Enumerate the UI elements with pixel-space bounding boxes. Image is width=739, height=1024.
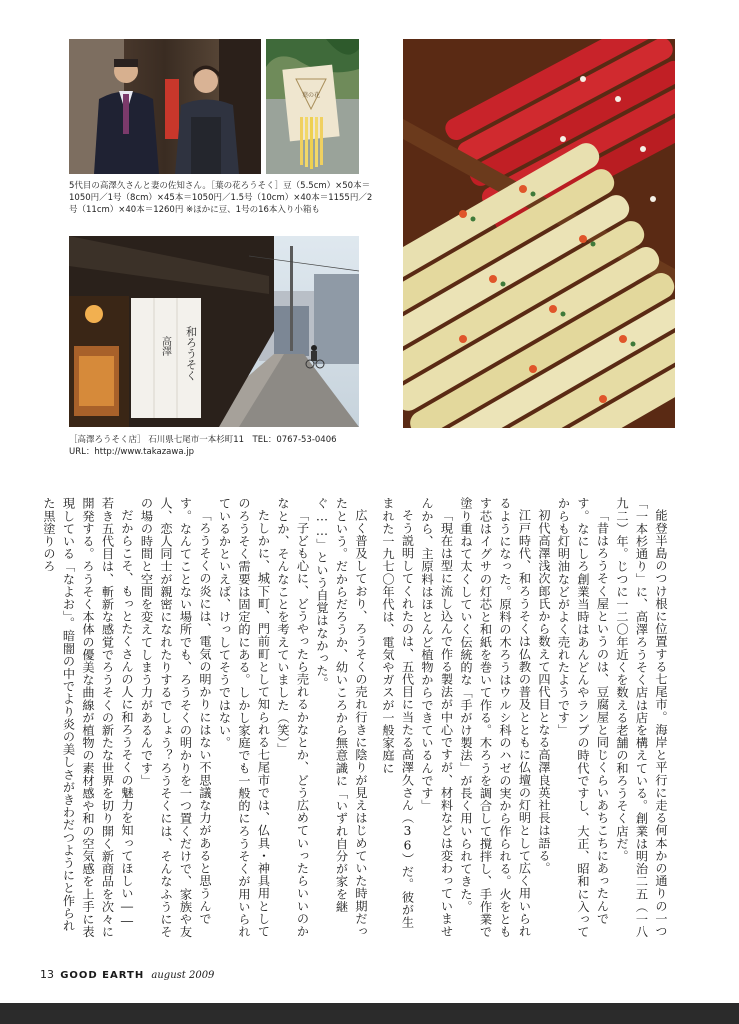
article-paragraph: 「子ども心に、どうやったら売れるかなとか、どう広めていったらいいのかなとか、そんなことを考えていました（笑）」 bbox=[276, 497, 310, 938]
article-paragraph: 江戸時代、和ろうそくは仏教の普及とともに仏壇の灯明として広く用いられるようになった。原料の木ろうはウルシ科のハゼの実から作られる。火をともす芯はイグサの灯芯と和紙を巻いて作る。木ろうを調合して撹拌し、手作業で塗り重ねて太くしていく伝統的な「手がけ製法」が長く用いられてきた。 bbox=[459, 497, 532, 938]
article-paragraph: そう説明してくれたのは、五代目に当たる高澤久さん（36）だ。彼が生まれた一九七〇年代は、電気やガスが一般家庭に bbox=[381, 497, 415, 929]
article-paragraph: 「現在は型に流し込んで作る製法が中心ですが、材料などは変わっていませんから、主原料はほとんど植物からできているんです」 bbox=[420, 497, 454, 938]
photo-street bbox=[69, 236, 359, 427]
page-number: 13 bbox=[40, 968, 54, 981]
caption-photos bbox=[69, 180, 372, 216]
article-paragraph: だからこそ、もっとたくさんの人に和ろうそくの魅力を知ってほしい――若き五代目は、斬新な感覚でろうそくの新たな世界を切り開く新商品を次々に開発する。ろうそく本体の優美な曲線が植物の素材感や和の空気感を上手に表現している「なよお」。暗闇の中でより炎の美しさがきわだつようにと作られた黒塗りのろ bbox=[42, 497, 134, 938]
photo-candle-package bbox=[266, 39, 359, 174]
scan-bottom-edge bbox=[0, 1003, 739, 1024]
article-paragraph: 「ろうそくの炎には、電気の明かりにはない不思議な力があると思うんです。なんてことない場所でも、ろうそくの明かりを一つ置くだけで、家族や友人、恋人同士が親密になれたりするでしょう？ろうそくには、そんなふうにその場の時間と空間を変えてしまう力があるんです」 bbox=[139, 497, 212, 938]
caption-line: 1050円／1号（8cm）×45本＝1050円／1.5号（10cm）×40本＝1155円／2 bbox=[69, 193, 373, 203]
article-paragraph: 能登半島のつけ根に位置する七尾市。海岸と平行に走る何本かの通りの一つ「一本杉通り」に、高澤ろうそく店は店を構えている。創業は明治二五（一八九二）年。じつに一二〇年近くを数える老舗の和ろうそく店だ。 bbox=[615, 497, 668, 938]
shop-address: ［高澤ろうそく店］ 石川県七尾市一本杉町11 TEL：0767-53-0406 bbox=[69, 435, 337, 445]
article-paragraph: 初代高澤浅次郎氏から数えて四代目となる高澤良英社長は語る。 bbox=[537, 509, 551, 875]
shop-url[interactable]: URL：http://www.takazawa.jp bbox=[69, 447, 194, 457]
noren-text: 和ろうそく bbox=[184, 326, 198, 381]
article-block-right bbox=[381, 497, 670, 939]
article-paragraph: 広く普及しており、ろうそくの売れ行きに陰りが見えはじめていた時期だったという。だからだろうか、幼いころから無意識に「いずれ自分が家を継ぐ……」という自覚はなかった。 bbox=[315, 497, 368, 938]
noren-text-2: 高澤 bbox=[159, 336, 171, 356]
page-footer bbox=[40, 968, 214, 981]
article-paragraph: 「昔はろうそく屋というのは、豆腐屋と同じくらいあちこちにあったんです。なにしろ創業当時はあんどんやランプの時代ですし、大正、昭和に入ってからも灯明油などがよく売れたようです」 bbox=[556, 497, 610, 938]
issue-date: august 2009 bbox=[151, 970, 215, 981]
caption-shop bbox=[69, 434, 337, 458]
package-label: 葉の花 bbox=[301, 92, 321, 99]
article-block-left bbox=[42, 497, 370, 939]
photo-painted-candles bbox=[403, 39, 675, 428]
article-paragraph: たしかに、城下町、門前町として知られる七尾市では、仏具・神具用としてのろうそく需要は固定的にある。しかし家庭でも一般的にろうそくが用いられているかといえば、けっしてそうではない。 bbox=[217, 497, 271, 938]
caption-line: 5代目の高澤久さんと妻の佐知さん。［葉の花ろうそく］豆（5.5cm）×50本＝ bbox=[69, 181, 371, 191]
caption-line: 号（11cm）×40本＝1260円 ※ほかに豆、1号の16本入り小箱も bbox=[69, 205, 320, 215]
magazine-title: GOOD EARTH bbox=[60, 970, 145, 981]
photo-owners bbox=[69, 39, 261, 174]
